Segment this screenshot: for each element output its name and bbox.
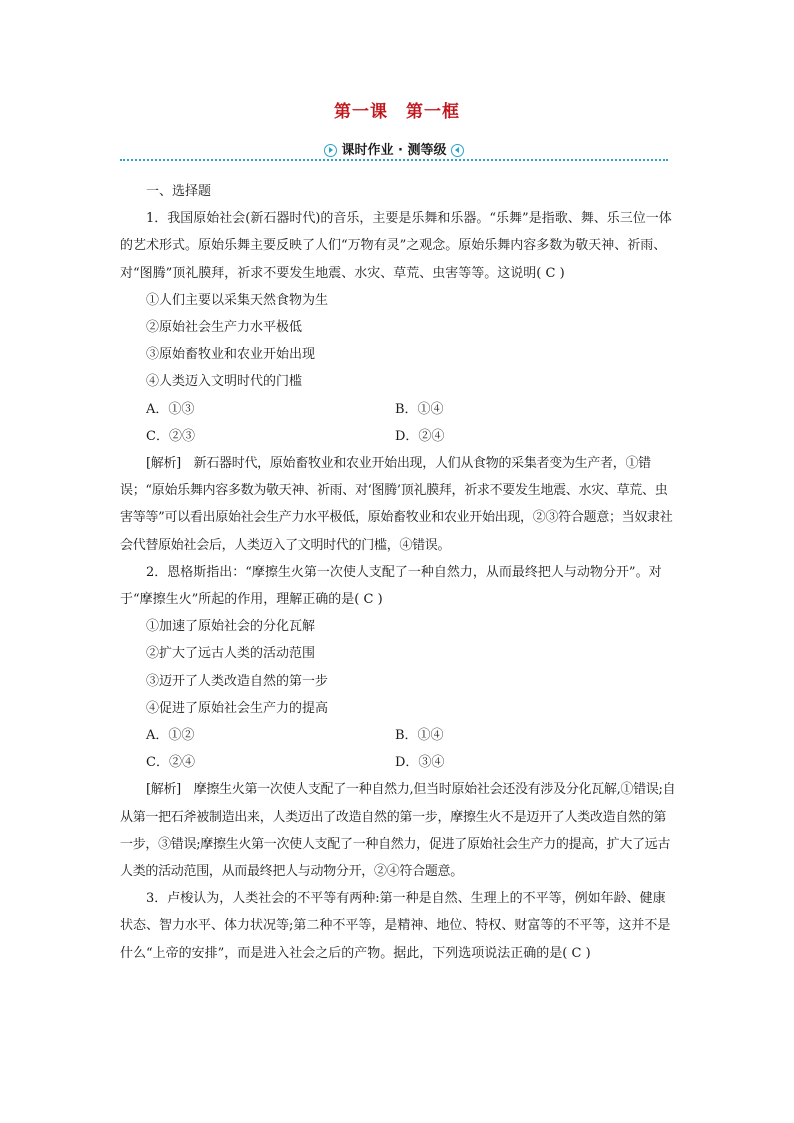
question-2-option-1: ①加速了原始社会的分化瓦解 xyxy=(146,619,316,635)
band-label: 课时作业 · 测等级 xyxy=(341,143,447,158)
question-1-choice-b: B．①④ xyxy=(395,401,444,417)
question-2-choices-row-2 xyxy=(120,749,676,776)
question-2-stem: 2．恩格斯指出：“摩擦生火第一次使人支配了一种自然力，从而最终把人与动物分开”。对于“摩擦生火”所起的作用，理解正确的是( C ) xyxy=(120,564,662,608)
question-2-choice-a: A．①② xyxy=(146,728,195,744)
question-1-choices-row-1 xyxy=(120,396,676,423)
question-2-choices-row-1 xyxy=(120,722,676,749)
question-1-choice-a: A．①③ xyxy=(146,401,195,417)
question-1-analysis: [解析] 新石器时代，原始畜牧业和农业开始出现，人们从食物的采集者变为生产者，①错误；“原始乐舞内容多数为敬天神、祈雨、对‘图腾’顶礼膜拜，祈求不要发生地震、水灾、草荒、虫害等等”可以看出原始社会生产力水平极低，原始畜牧业和农业开始出现，②③符合题意；当奴隶社会代替原始社会后，人类迈入了文明时代的门槛，④错误。 xyxy=(120,456,673,553)
arrow-right-icon xyxy=(324,144,337,157)
question-2-choice-b: B．①④ xyxy=(395,728,444,744)
section-band xyxy=(120,141,668,158)
question-1-option-2: ②原始社会生产力水平极低 xyxy=(146,320,303,336)
question-1-choices-row-2 xyxy=(120,423,676,450)
question-2-option-2: ②扩大了远古人类的活动范围 xyxy=(146,646,316,662)
arrow-left-icon xyxy=(451,144,464,157)
question-1-option-3: ③原始畜牧业和农业开始出现 xyxy=(146,347,316,363)
page-title: 第一课 第一框 xyxy=(334,102,460,122)
question-2-option-4: ④促进了原始社会生产力的提高 xyxy=(146,700,329,716)
question-2-option-3: ③迈开了人类改造自然的第一步 xyxy=(146,673,329,689)
question-2-choice-d: D．③④ xyxy=(395,755,445,771)
question-1-choice-c: C．②③ xyxy=(146,428,195,444)
question-1-choice-d: D．②④ xyxy=(395,428,445,444)
document-body xyxy=(120,178,676,967)
question-2-choice-c: C．②④ xyxy=(146,755,195,771)
section-heading: 一、选择题 xyxy=(146,184,212,199)
question-1-option-1: ①人们主要以采集天然食物为生 xyxy=(146,292,329,308)
question-2-analysis: [解析] 摩擦生火第一次使人支配了一种自然力,但当时原始社会还没有涉及分化瓦解,①错误;自从第一把石斧被制造出来，人类迈出了改造自然的第一步，摩擦生火不是迈开了人类改造自然的第一步，③错误;摩擦生火第一次使人支配了一种自然力，促进了原始社会生产力的提高，扩大了远古人类的活动范围，从而最终把人与动物分开，②④符合题意。 xyxy=(120,782,676,880)
question-1-stem: 1．我国原始社会(新石器时代)的音乐，主要是乐舞和乐器。“乐舞”是指歌、舞、乐三位一体的艺术形式。原始乐舞主要反映了人们“万物有灵”之观念。原始乐舞内容多数为敬天神、祈雨、对“图腾”顶礼膜拜，祈求不要发生地震、水灾、草荒、虫害等等。这说明( C ) xyxy=(120,211,672,281)
question-3-stem: 3．卢梭认为，人类社会的不平等有两种:第一种是自然、生理上的不平等，例如年龄、健康状态、智力水平、体力状况等;第二种不平等，是精神、地位、特权、财富等的不平等，这并不是什么“上帝的安排”，而是进入社会之后的产物。据此，下列选项说法正确的是( C ) xyxy=(120,891,671,961)
dotted-divider xyxy=(120,159,668,161)
question-1-option-4: ④人类迈入文明时代的门槛 xyxy=(146,374,303,390)
